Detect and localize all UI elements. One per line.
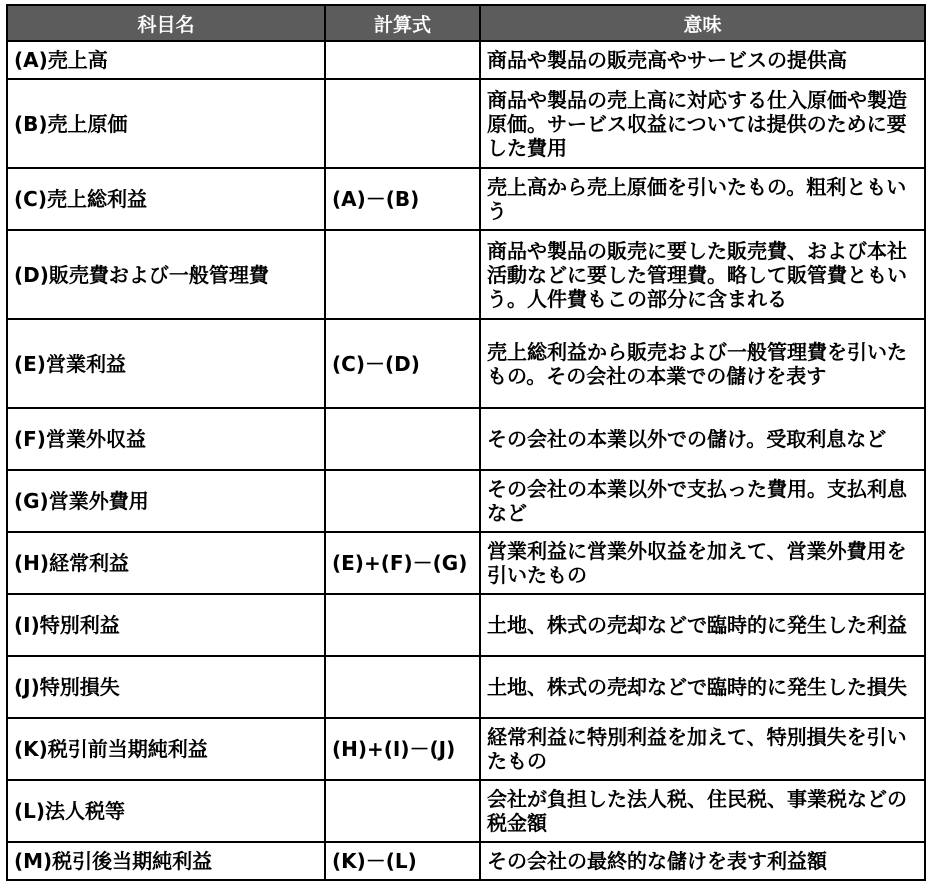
- table-row: [7, 319, 925, 408]
- item-cell: (J)特別損失: [7, 656, 325, 718]
- item-cell: (G)営業外費用: [7, 470, 325, 532]
- meaning-cell: 商品や製品の販売に要した販売費、および本社活動などに要した管理費。略して販管費ともいう。人件費もこの部分に含まれる: [480, 230, 925, 319]
- item-cell: (C)売上総利益: [7, 168, 325, 230]
- table-row: [7, 594, 925, 656]
- formula-cell: (H)+(I)－(J): [325, 718, 480, 780]
- meaning-cell: 経常利益に特別利益を加えて、特別損失を引いたもの: [480, 718, 925, 780]
- header-formula: 計算式: [325, 5, 480, 41]
- table-row: [7, 79, 925, 168]
- meaning-cell: 土地、株式の売却などで臨時的に発生した利益: [480, 594, 925, 656]
- item-cell: (I)特別利益: [7, 594, 325, 656]
- table-row: [7, 718, 925, 780]
- table-row: [7, 532, 925, 594]
- item-cell: (K)税引前当期純利益: [7, 718, 325, 780]
- formula-cell: [325, 656, 480, 718]
- meaning-cell: 土地、株式の売却などで臨時的に発生した損失: [480, 656, 925, 718]
- meaning-cell: 売上高から売上原価を引いたもの。粗利ともいう: [480, 168, 925, 230]
- meaning-cell: その会社の本業以外での儲け。受取利息など: [480, 408, 925, 470]
- table-row: [7, 168, 925, 230]
- item-cell: (D)販売費および一般管理費: [7, 230, 325, 319]
- item-cell: (F)営業外収益: [7, 408, 325, 470]
- table-row: [7, 41, 925, 79]
- item-cell: (E)営業利益: [7, 319, 325, 408]
- header-item: 科目名: [7, 5, 325, 41]
- item-cell: (M)税引後当期純利益: [7, 842, 325, 880]
- table-row: [7, 656, 925, 718]
- meaning-cell: 商品や製品の売上高に対応する仕入原価や製造原価。サービス収益については提供のために要した費用: [480, 79, 925, 168]
- formula-cell: [325, 408, 480, 470]
- table-row: [7, 780, 925, 842]
- formula-cell: (A)－(B): [325, 168, 480, 230]
- item-cell: (H)経常利益: [7, 532, 325, 594]
- formula-cell: (K)－(L): [325, 842, 480, 880]
- header-meaning: 意味: [480, 5, 925, 41]
- item-cell: (A)売上高: [7, 41, 325, 79]
- meaning-cell: その会社の本業以外で支払った費用。支払利息など: [480, 470, 925, 532]
- formula-cell: [325, 780, 480, 842]
- formula-cell: (E)+(F)－(G): [325, 532, 480, 594]
- formula-cell: [325, 230, 480, 319]
- formula-cell: (C)－(D): [325, 319, 480, 408]
- table-row: [7, 842, 925, 880]
- header-row: [7, 5, 925, 41]
- item-cell: (B)売上原価: [7, 79, 325, 168]
- formula-cell: [325, 41, 480, 79]
- table-row: [7, 470, 925, 532]
- formula-cell: [325, 594, 480, 656]
- meaning-cell: その会社の最終的な儲けを表す利益額: [480, 842, 925, 880]
- meaning-cell: 商品や製品の販売高やサービスの提供高: [480, 41, 925, 79]
- formula-cell: [325, 79, 480, 168]
- meaning-cell: 営業利益に営業外収益を加えて、営業外費用を引いたもの: [480, 532, 925, 594]
- income-statement-table: [6, 4, 926, 881]
- item-cell: (L)法人税等: [7, 780, 325, 842]
- table-row: [7, 408, 925, 470]
- table-row: [7, 230, 925, 319]
- meaning-cell: 会社が負担した法人税、住民税、事業税などの税金額: [480, 780, 925, 842]
- meaning-cell: 売上総利益から販売および一般管理費を引いたもの。その会社の本業での儲けを表す: [480, 319, 925, 408]
- formula-cell: [325, 470, 480, 532]
